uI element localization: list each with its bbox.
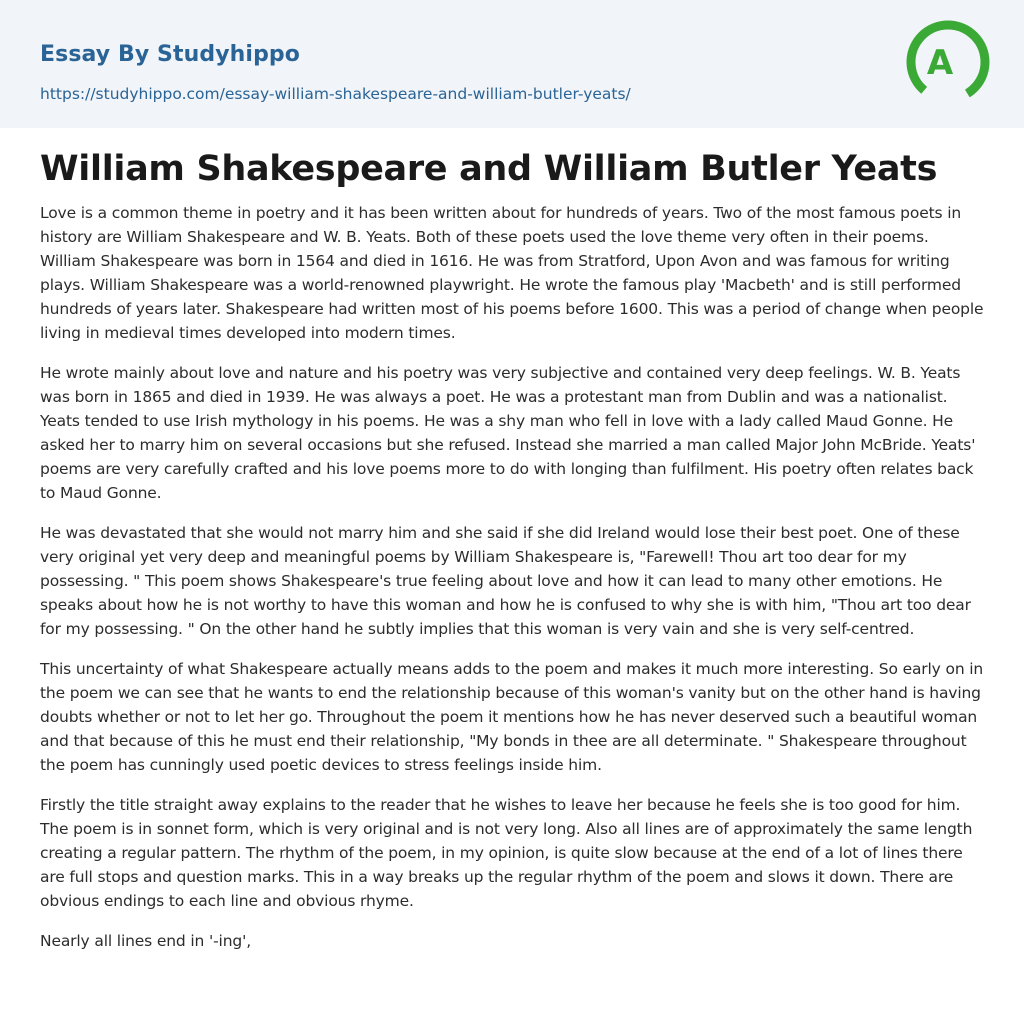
article-paragraph-5: Firstly the title straight away explains to the reader that he wishes to leave her because he feels she is too good for him. The poem is in sonnet form, which is very original and is not very long. Also all lines are of approximately the same length creating a regular pattern. The rhythm of the poem, in my opinion, is quite slow because at the end of a lot of lines there are full stops and question marks. This in a way breaks up the regular rhythm of the poem and slows it down. There are obvious endings to each line and obvious rhyme.: [40, 796, 973, 910]
studyhippo-logo-icon[interactable]: [904, 18, 992, 106]
page-title: William Shakespeare and William Butler Yeats: [40, 149, 938, 189]
article-paragraph-3: He was devastated that she would not marry him and she said if she did Ireland would lose their best poet. One of these very original yet very deep and meaningful poems by William Shakespeare is, "Farewell! Thou art too dear for my possessing. " This poem shows Shakespeare's true feeling about love and how it can lead to many other emotions. He speaks about how he is not worthy to have this woman and how he is confused to why she is with him, "Thou art too dear for my possessing. " On the other hand he subtly implies that this woman is very vain and she is very self-centred.: [40, 524, 971, 638]
source-url-link[interactable]: https://studyhippo.com/essay-william-shakespeare-and-william-butler-yeats/: [40, 85, 631, 103]
site-header: [0, 0, 1024, 128]
article-paragraph-4: This uncertainty of what Shakespeare actually means adds to the poem and makes it much more interesting. So early on in the poem we can see that he wants to end the relationship because of this woman's vanity but on the other hand is having doubts whether or not to let her go. Throughout the poem it mentions how he has never deserved such a beautiful woman and that because of this he must end their relationship, "My bonds in thee are all determinate. " Shakespeare throughout the poem has cunningly used poetic devices to stress feelings inside him.: [40, 660, 984, 774]
site-brand[interactable]: Essay By Studyhippo: [40, 42, 300, 67]
article-paragraph-2: He wrote mainly about love and nature and his poetry was very subjective and contained very deep feelings. W. B. Yeats was born in 1865 and died in 1939. He was always a poet. He was a protestant man from Dublin and was a nationalist. Yeats tended to use Irish mythology in his poems. He was a shy man who fell in love with a lady called Maud Gonne. He asked her to marry him on several occasions but she refused. Instead she married a man called Major John McBride. Yeats' poems are very carefully crafted and his love poems more to do with longing than fulfilment. His poetry often relates back to Maud Gonne.: [40, 364, 976, 502]
article-paragraph-6: Nearly all lines end in '-ing',: [40, 932, 251, 950]
logo-letter: A: [926, 43, 954, 83]
article-paragraph-1: Love is a common theme in poetry and it has been written about for hundreds of years. Two of the most famous poets in history are William Shakespeare and W. B. Yeats. Both of these poets used the love theme very often in their poems. William Shakespeare was born in 1564 and died in 1616. He was from Stratford, Upon Avon and was famous for writing plays. William Shakespeare was a world-renowned playwright. He wrote the famous play 'Macbeth' and is still performed hundreds of years later. Shakespeare had written most of his poems before 1600. This was a period of change when people living in medieval times developed into modern times.: [40, 204, 984, 342]
article-body: [0, 147, 1024, 953]
